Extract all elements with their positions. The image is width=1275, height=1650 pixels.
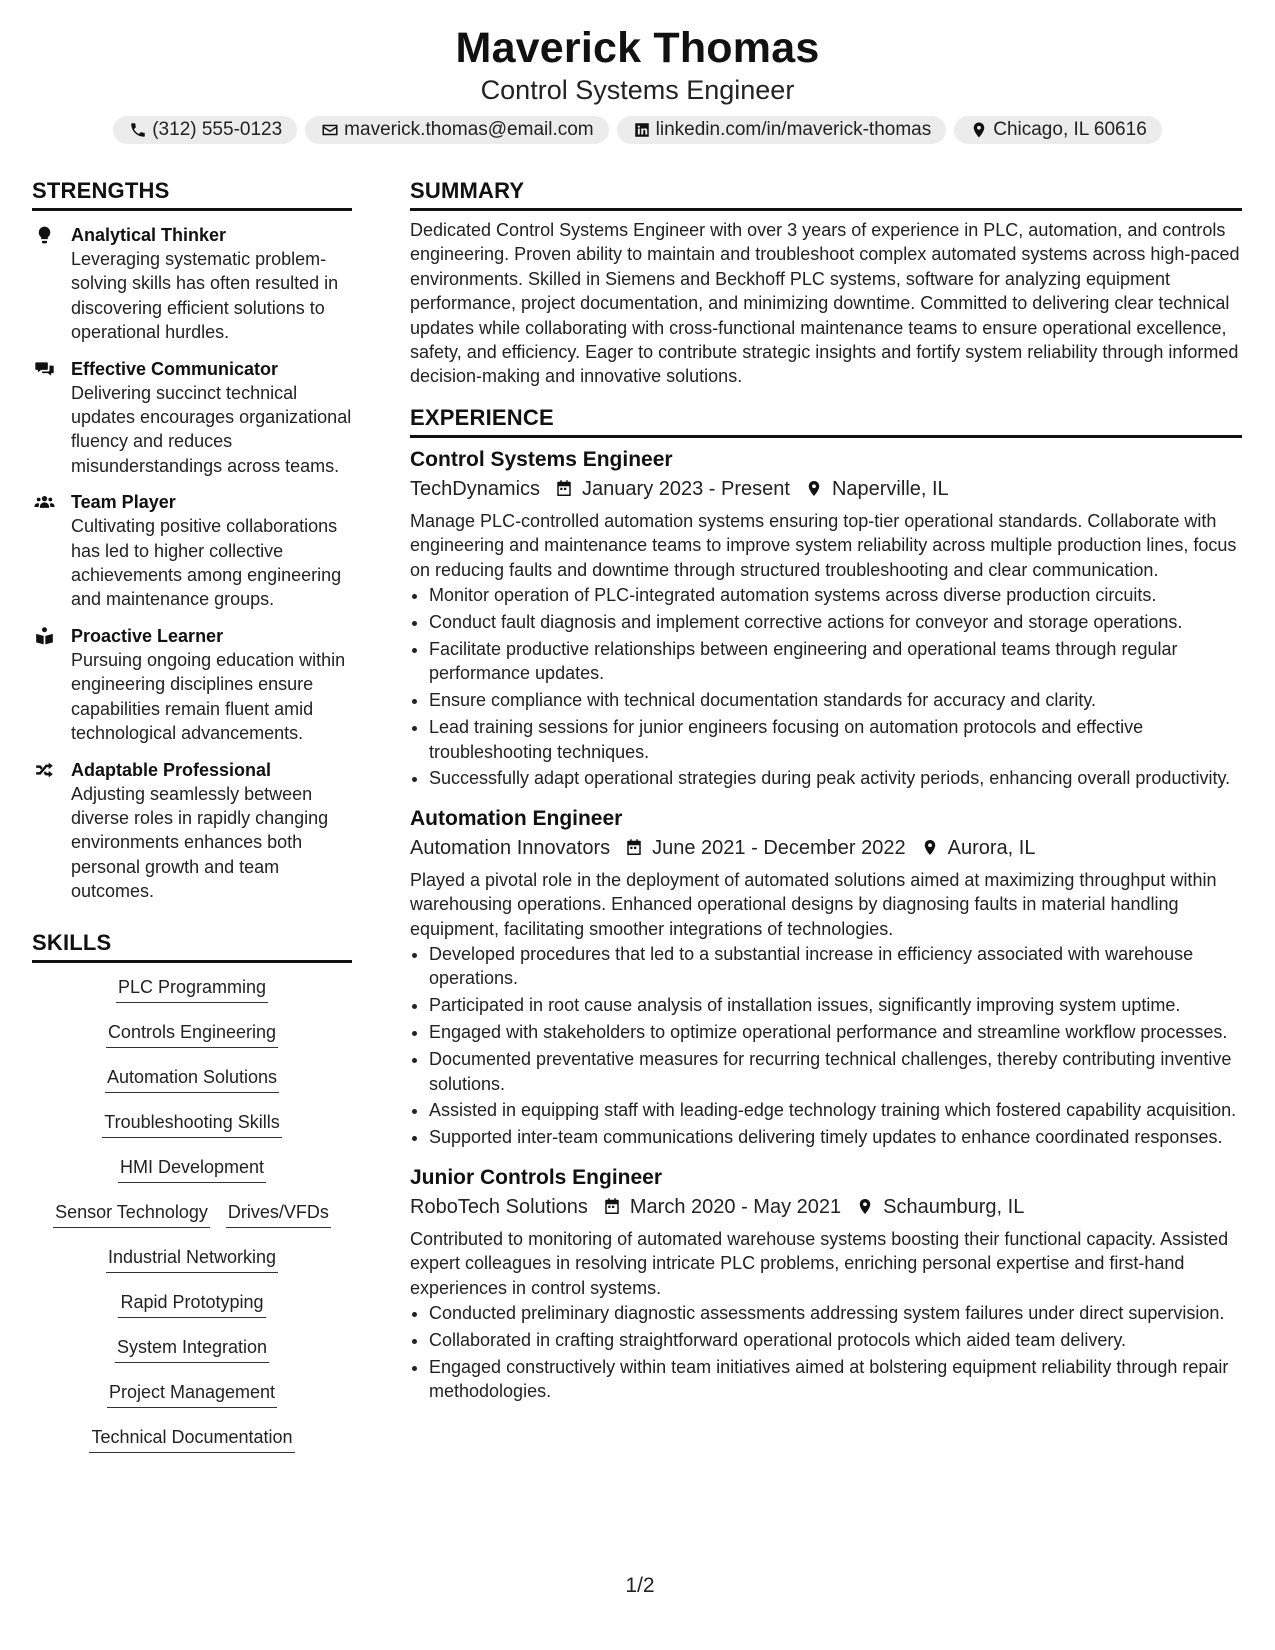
strength-description: Delivering succinct technical updates encourages organizational fluency and reduces misunderstandings across teams.	[71, 382, 352, 476]
skill-tag: Technical Documentation	[89, 1425, 294, 1453]
contact-phone[interactable]	[113, 116, 297, 144]
job-title: Automation Engineer	[410, 806, 623, 830]
job-location: Aurora, IL	[947, 836, 1036, 859]
strength-item	[32, 624, 352, 746]
job-description: Contributed to monitoring of automated warehouse systems boosting their functional capacity. Assisted expert colleagues in resolving intricate PLC problems, enriching personal expertise and first-hand experiences in control systems.	[410, 1228, 1229, 1298]
list-item: • Assisted in equipping staff with leading-edge technology training which fostered capability acquisition.	[429, 1098, 1242, 1122]
list-item: • Documented preventative measures for recurring technical challenges, thereby contributing inventive solutions.	[429, 1047, 1242, 1096]
job-title: Junior Controls Engineer	[410, 1165, 663, 1189]
strength-title: Team Player	[71, 492, 176, 513]
calendar-icon	[602, 1197, 622, 1217]
strength-item	[32, 357, 352, 479]
strengths-heading: STRENGTHS	[32, 178, 352, 211]
envelope-icon	[320, 120, 340, 140]
experience-section	[410, 405, 1242, 1404]
skill-tag: Rapid Prototyping	[118, 1290, 265, 1318]
calendar-icon	[554, 479, 574, 499]
job-title: Control Systems Engineer	[410, 447, 673, 471]
linkedin-icon	[632, 120, 652, 140]
strength-title: Analytical Thinker	[71, 225, 227, 245]
job-company: RoboTech Solutions	[410, 1195, 588, 1218]
skill-tag: System Integration	[115, 1335, 269, 1363]
skill-tag: Automation Solutions	[105, 1065, 279, 1093]
skills-section	[32, 930, 352, 1470]
skill-tag: Industrial Networking	[106, 1245, 278, 1273]
contact-location-text: Chicago, IL 60616	[993, 119, 1147, 140]
resume-header	[0, 22, 1275, 144]
contact-bar	[0, 116, 1275, 144]
skill-tag: Project Management	[107, 1380, 277, 1408]
comments-icon	[32, 358, 56, 380]
list-item: • Ensure compliance with technical documentation standards for accuracy and clarity.	[429, 688, 1242, 712]
job-location: Schaumburg, IL	[883, 1195, 1025, 1218]
job-dates: June 2021 - December 2022	[652, 836, 906, 859]
page-indicator: 1/2	[625, 1574, 655, 1597]
strength-title: Adaptable Professional	[71, 759, 272, 780]
shuffle-icon	[32, 759, 56, 781]
job-entry	[410, 446, 1242, 791]
strength-title: Proactive Learner	[71, 625, 224, 646]
lightbulb-icon	[32, 224, 56, 246]
skill-tag: Controls Engineering	[106, 1020, 278, 1048]
calendar-icon	[624, 838, 644, 858]
list-item: • Successfully adapt operational strategies during peak activity periods, enhancing overall productivity.	[429, 766, 1242, 790]
list-item: • Conducted preliminary diagnostic assessments addressing system failures under direct supervision.	[429, 1301, 1242, 1325]
job-description: Played a pivotal role in the deployment of automated solutions aimed at maximizing throughput within warehousing operations. Enhanced operational designs by diagnosing faults in material handling equipment, facilitating smoother integrations of technologies.	[410, 869, 1217, 939]
summary-heading: SUMMARY	[410, 178, 1242, 211]
job-description: Manage PLC-controlled automation systems ensuring top-tier operational standards. Collaborate with engineering and maintenance teams to improve system reliability across multiple production lines, focus on reducing faults and downtime through structured troubleshooting and clear communication.	[410, 510, 1237, 580]
strength-description: Adjusting seamlessly between diverse roles in rapidly changing environments enhances both personal growth and team outcomes.	[71, 783, 329, 902]
skill-tag: PLC Programming	[116, 975, 268, 1003]
job-bullets	[410, 583, 1242, 791]
strength-description: Cultivating positive collaborations has led to higher collective achievements among engineering and maintenance groups.	[71, 516, 342, 610]
candidate-name: Maverick Thomas	[455, 24, 820, 72]
users-icon	[32, 491, 56, 513]
map-pin-icon	[920, 838, 940, 858]
job-entry	[410, 805, 1242, 1150]
book-reader-icon	[32, 625, 56, 647]
list-item: • Conduct fault diagnosis and implement corrective actions for conveyor and storage operations.	[429, 610, 1242, 634]
contact-location	[954, 116, 1162, 144]
contact-email[interactable]	[305, 116, 608, 144]
strength-title: Effective Communicator	[71, 358, 279, 379]
job-meta	[410, 474, 1242, 504]
job-bullets	[410, 1301, 1242, 1404]
skills-list	[32, 975, 352, 1470]
job-bullets	[410, 942, 1242, 1150]
job-dates: March 2020 - May 2021	[629, 1195, 842, 1218]
left-column	[32, 178, 352, 1470]
contact-linkedin-text: linkedin.com/in/maverick-thomas	[655, 119, 932, 140]
skills-heading: SKILLS	[32, 930, 352, 963]
list-item: • Lead training sessions for junior engineers focusing on automation protocols and effective troubleshooting techniques.	[429, 715, 1242, 764]
list-item: • Engaged with stakeholders to optimize operational performance and streamline workflow processes.	[429, 1020, 1242, 1044]
job-location: Naperville, IL	[831, 477, 949, 500]
strength-description: Pursuing ongoing education within engineering disciplines ensure capabilities remain fluent amid technological advancements.	[71, 649, 346, 744]
contact-phone-text: (312) 555-0123	[152, 119, 283, 140]
list-item: • Monitor operation of PLC-integrated automation systems across diverse production circuits.	[429, 583, 1242, 607]
job-company: Automation Innovators	[410, 836, 611, 859]
strength-item	[32, 223, 352, 345]
strength-description: Leveraging systematic problem-solving skills has often resulted in discovering efficient solutions to operational hurdles.	[71, 249, 339, 343]
skill-tag: Drives/VFDs	[226, 1200, 331, 1228]
contact-email-text: maverick.thomas@email.com	[344, 119, 594, 140]
strength-item	[32, 758, 352, 904]
right-column	[410, 178, 1242, 1406]
list-item: • Participated in root cause analysis of installation issues, significantly improving system uptime.	[429, 993, 1242, 1017]
list-item: • Developed procedures that led to a substantial increase in efficiency associated with warehouse operations.	[429, 942, 1242, 991]
contact-linkedin[interactable]	[617, 116, 947, 144]
map-pin-icon	[969, 120, 989, 140]
job-company: TechDynamics	[410, 477, 541, 500]
strength-item	[32, 490, 352, 612]
summary-text: Dedicated Control Systems Engineer with over 3 years of experience in PLC, automation, and controls engineering. Proven ability to maintain and troubleshoot complex automated systems across high-paced environments. Skilled in Siemens and Beckhoff PLC systems, software for analyzing equipment performance, project documentation, and minimizing downtime. Committed to delivering clear technical updates while collaborating with cross-functional maintenance teams to ensure operational excellence, safety, and efficiency. Eager to contribute strategic insights and fortify system reliability through informed decision-making and innovative solutions.	[410, 220, 1240, 387]
skill-tag: HMI Development	[118, 1155, 266, 1183]
skill-tag: Troubleshooting Skills	[102, 1110, 281, 1138]
candidate-title: Control Systems Engineer	[480, 75, 795, 105]
job-meta	[410, 1192, 1242, 1222]
list-item: • Engaged constructively within team initiatives aimed at bolstering equipment reliability through repair methodologies.	[429, 1355, 1242, 1404]
list-item: • Supported inter-team communications delivering timely updates to enhance coordinated responses.	[429, 1125, 1242, 1149]
job-dates: January 2023 - Present	[582, 477, 790, 500]
map-pin-icon	[804, 479, 824, 499]
phone-icon	[128, 120, 148, 140]
map-pin-icon	[855, 1197, 875, 1217]
list-item: • Collaborated in crafting straightforward operational protocols which aided team delivery.	[429, 1328, 1242, 1352]
job-meta	[410, 833, 1242, 863]
job-entry	[410, 1164, 1242, 1404]
list-item: • Facilitate productive relationships between engineering and operational teams through regular performance updates.	[429, 637, 1242, 686]
skill-tag: Sensor Technology	[53, 1200, 210, 1228]
experience-heading: EXPERIENCE	[410, 405, 1242, 438]
